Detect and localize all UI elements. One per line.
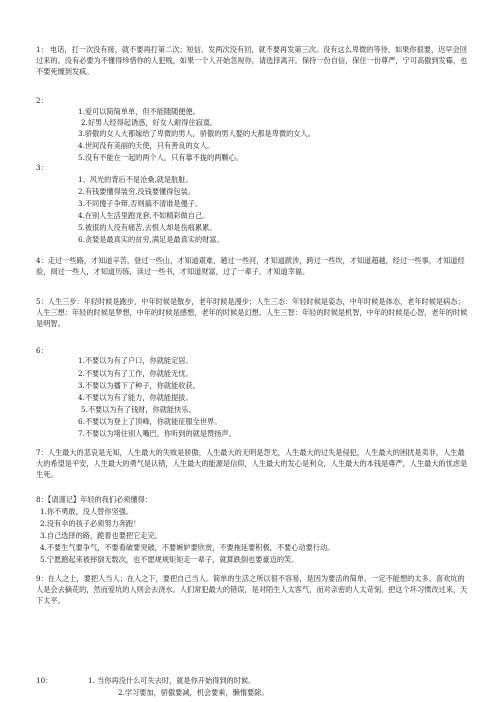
- section-6-item: 4.不要以为有了能力，你就能提拔。: [78, 393, 193, 402]
- section-3-item: 3.不同傻子争辩,否则搞不清谁是傻子。: [78, 199, 203, 208]
- section-3-item: 2.有钱要懂得装穷,没钱要懂得包装。: [78, 187, 195, 196]
- section-6-item: 1.不要以为有了户口，你就能定居。: [78, 356, 193, 365]
- section-10-item: 2.学习要加，骄傲要减，机会要乘，懒惰要除。: [118, 688, 269, 697]
- section-8-item: 2.没有伞的孩子必须努力奔跑！: [40, 519, 141, 528]
- section-2-item: 2.好男人经得起诱惑，好女人耐得住寂寞。: [81, 118, 218, 127]
- section-10-number: 10：: [36, 676, 53, 685]
- section-2-number: 2：: [36, 96, 48, 105]
- section-3-number: 3：: [36, 163, 48, 172]
- section-6-item: 7.不要以为堵住别人嘴巴，你听到的就是赞扬声。: [78, 429, 236, 438]
- section-5-text: 5：人生三步：年轻时候是跑步，中年时候是散步，老年时候是漫步；人生三态：年轻时候是姿态，中年时候是体态，老年时候是病态；人生三想：年轻的时候是梦想，中年的时候是感想，老年的时候是幻想。人生三智：年轻的时候是机智，中年的时候是心智，老年的时候是明智。: [36, 297, 468, 328]
- section-2-item: 1.爱可以简简单单，但不能随随便便。: [78, 107, 200, 116]
- section-4-text: 4：走过一些路，才知道辛苦，登过一些山，才知道艰难，趟过一些河，才知道跋涉，跨过一些坎，才知道超越，经过一些事，才知道经验，阅过一些人，才知道历练，读过一些书，才知道财富，过了一辈子，才知道幸福。: [36, 256, 465, 276]
- section-2-item: 5.没有不能在一起的两个人，只有靠不拢的两颗心。: [78, 153, 243, 162]
- section-10: [36, 675, 468, 686]
- section-6-item: 2.不要以为有了工作，你就能无忧。: [78, 369, 193, 378]
- section-9-text: 9：在人之上，要把人当人；在人之下，要把自己当人。简单的生活之所以很不容易，是因为要活的简单，一定不能想的太多。喜欢坑的人是会去摘花的，然而爱坑的人则会去浇水。人们常犯最大的错误，是对陌生人太客气，而对亲密的人太苛刻，把这个坏习惯改过来，天下太平。: [36, 574, 468, 605]
- section-3-item: 5.被很的人没有痛苦,去恨人却是伤痕累累。: [78, 223, 217, 232]
- section-2-item: 3.骄傲的女人大都嫁给了卑微的男人，骄傲的男人娶的大都是卑微的女人。: [78, 129, 315, 138]
- section-6-item: 3.不要以为播下了种子，你就能收获。: [78, 381, 200, 390]
- section-6-item: 6.不要以为登上了顶峰，你就能征服全世界。: [78, 417, 222, 426]
- section-8-item: 4.不要生气要争气，不要看破要突破，不要嫉妒要欣赏，不要拖延要积极，不要心动要行动。: [40, 543, 335, 552]
- section-8-item: 1.你不勇敢，没人替你坚强。: [40, 507, 134, 516]
- section-3-item: 6.贪婪是最真实的贫穷,满足是最真实的财富。: [78, 235, 224, 244]
- section-8-item: 3.自己选择的路，跪着也要把它走完。: [40, 531, 162, 540]
- section-6-number: 6：: [36, 346, 48, 355]
- section-3-item: 1、风光的背后不是沧桑,就是肮脏。: [78, 175, 193, 184]
- section-10-item: 1. 当你再没什么可失去时，就是你开始得到的时候。: [88, 676, 256, 685]
- section-6-item: 5.不要以为有了钱财，你就能快乐。: [81, 405, 196, 414]
- section-8-heading: 8：【请谨记】年轻的我们必须懂得：: [36, 495, 152, 504]
- section-7-text: 7：人生最大的悲哀是无知，人生最大的失败是骄傲，人生最大的无明是怨尤，人生最大的过失是侵犯，人生最大的困扰是卖非，人生最大的希望是平安，人生最大的勇气是认错，人生最大的能源是信仰，人生最大的发心是利众，人生最大的本钱是尊严，人生最大的忧虑是生死。: [36, 448, 468, 479]
- section-3-item: 4.在别人生活里跑龙套,不如精彩做自己。: [78, 211, 210, 220]
- section-2-item: 4.世间没有美丽的天使，只有善良的女人。: [78, 141, 215, 150]
- section-1-text: 1： 电话，打一次没有接，就不要再打第二次；短信，发两次没有回，就不要再发第三次。没有这么卑微的等待，如果你很要，迟早会回过来的。没有必要为不懂得珍惜你的人犯贱，如果一个人开始忽视你，请选择离开。保持一份自信，保住一份尊严，宁可高傲到发霉，也不要死缠到发疯。: [36, 45, 468, 76]
- section-8-item: 5.宁愿跑起来被摔倒无数次，也不愿规规矩矩走一辈子，就算跌倒也要豪迈的笑。: [40, 555, 299, 564]
